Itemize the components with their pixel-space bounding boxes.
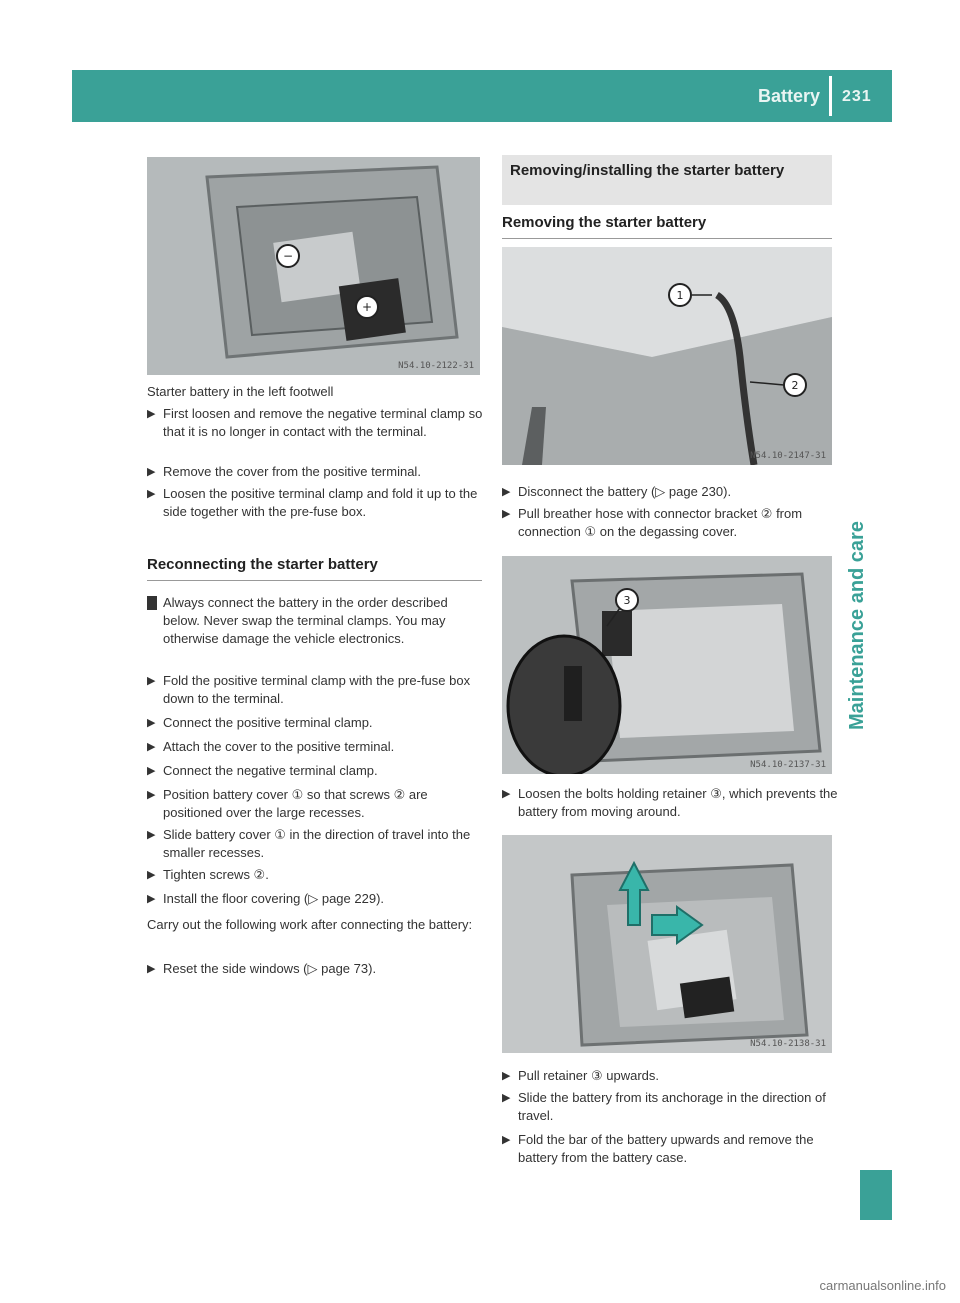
step-arrow-icon: ▶: [147, 675, 156, 687]
step-arrow-icon: ▶: [147, 963, 156, 975]
warning-icon: [147, 596, 157, 610]
removing-heading: Removing the starter battery: [502, 214, 707, 231]
step-arrow-icon: ▶: [502, 788, 511, 800]
site-watermark: carmanualsonline.info: [819, 1278, 946, 1293]
step-arrow-icon: ▶: [147, 408, 156, 420]
after-connect-text: Carry out the following work after connecting the battery:: [147, 917, 473, 932]
instruction-step: ▶ First loosen and remove the negative terminal clamp so that it is no longer in contact with the terminal.: [147, 406, 483, 439]
warning-note: Always connect the battery in the order described below. Never swap the terminal clamps. You may otherwise damage the vehicle electronics.: [147, 594, 483, 648]
page-section-title: Battery: [757, 86, 820, 106]
svg-text:1: 1: [676, 289, 684, 302]
retainer-pull-photo: [502, 835, 832, 1053]
photo-reference-code: N54.10-2122-31: [398, 361, 474, 371]
instruction-step: ▶ Connect the positive terminal clamp.: [147, 715, 373, 730]
instruction-step: ▶ Loosen the positive terminal clamp and fold it up to the side together with the pre-fuse box.: [147, 486, 478, 519]
step-arrow-icon: ▶: [147, 488, 156, 500]
instruction-step: ▶ Fold the bar of the battery upwards and remove the battery from the battery case.: [502, 1132, 814, 1165]
side-chapter-label: Maintenance and care: [846, 521, 868, 730]
step-arrow-icon: ▶: [502, 508, 511, 520]
heading-rule: [502, 238, 832, 239]
step-arrow-icon: ▶: [502, 1134, 511, 1146]
step-arrow-icon: ▶: [147, 717, 156, 729]
instruction-step: ▶ Loosen the bolts holding retainer ③, which prevents the battery from moving around.: [502, 786, 838, 819]
instruction-step: ▶ Slide the battery from its anchorage in the direction of travel.: [502, 1090, 826, 1123]
step-arrow-icon: ▶: [502, 1070, 511, 1082]
step-arrow-icon: ▶: [147, 765, 156, 777]
instruction-step: ▶ Tighten screws ②.: [147, 867, 269, 882]
footwell-battery-illustration: [147, 157, 480, 375]
svg-text:3: 3: [623, 594, 631, 607]
instruction-step: ▶ Connect the negative terminal clamp.: [147, 763, 378, 778]
step-arrow-icon: ▶: [147, 869, 156, 881]
photo-caption: Starter battery in the left footwell: [147, 384, 334, 399]
instruction-step: ▶ Install the floor covering (▷ page 229).: [147, 891, 385, 906]
photo-reference-code: N54.10-2147-31: [750, 451, 826, 461]
step-arrow-icon: ▶: [502, 486, 511, 498]
instruction-step: ▶ Slide battery cover ① in the direction of travel into the smaller recesses.: [147, 827, 471, 860]
instruction-step: ▶ Disconnect the battery (▷ page 230).: [502, 484, 732, 499]
step-arrow-icon: ▶: [147, 893, 156, 905]
retainer-bolts-illustration: [502, 556, 832, 774]
instruction-step: ▶ Fold the positive terminal clamp with the pre-fuse box down to the terminal.: [147, 673, 471, 706]
svg-text:2: 2: [791, 379, 799, 392]
photo-reference-code: N54.10-2138-31: [750, 1039, 826, 1049]
svg-text:+: +: [361, 300, 373, 314]
reconnect-heading: Reconnecting the starter battery: [147, 556, 378, 573]
instruction-step: ▶ Attach the cover to the positive terminal.: [147, 739, 395, 754]
instruction-step: ▶ Position battery cover ① so that screws ② are positioned over the large recesses.: [147, 787, 428, 820]
footwell-battery-photo: [147, 157, 480, 375]
instruction-step: ▶ Reset the side windows (▷ page 73).: [147, 961, 377, 976]
retainer-bolts-photo: [502, 556, 832, 774]
step-arrow-icon: ▶: [147, 789, 156, 801]
retainer-pull-illustration: [502, 835, 832, 1053]
step-arrow-icon: ▶: [147, 829, 156, 841]
step-arrow-icon: ▶: [502, 1092, 511, 1104]
page-number: 231: [842, 88, 872, 105]
removing-installing-heading: Removing/installing the starter battery: [502, 155, 832, 205]
heading-rule: [147, 580, 482, 581]
instruction-step: ▶ Pull retainer ③ upwards.: [502, 1068, 659, 1083]
breather-hose-photo: [502, 247, 832, 465]
step-arrow-icon: ▶: [147, 741, 156, 753]
breather-hose-illustration: [502, 247, 832, 465]
instruction-step: ▶ Pull breather hose with connector bracket ② from connection ① on the degassing cover.: [502, 506, 803, 539]
svg-text:−: −: [282, 249, 294, 263]
step-arrow-icon: ▶: [147, 466, 156, 478]
side-chapter-marker: [860, 1170, 892, 1220]
header-divider: [829, 76, 832, 116]
photo-reference-code: N54.10-2137-31: [750, 760, 826, 770]
instruction-step: ▶ Remove the cover from the positive terminal.: [147, 464, 421, 479]
